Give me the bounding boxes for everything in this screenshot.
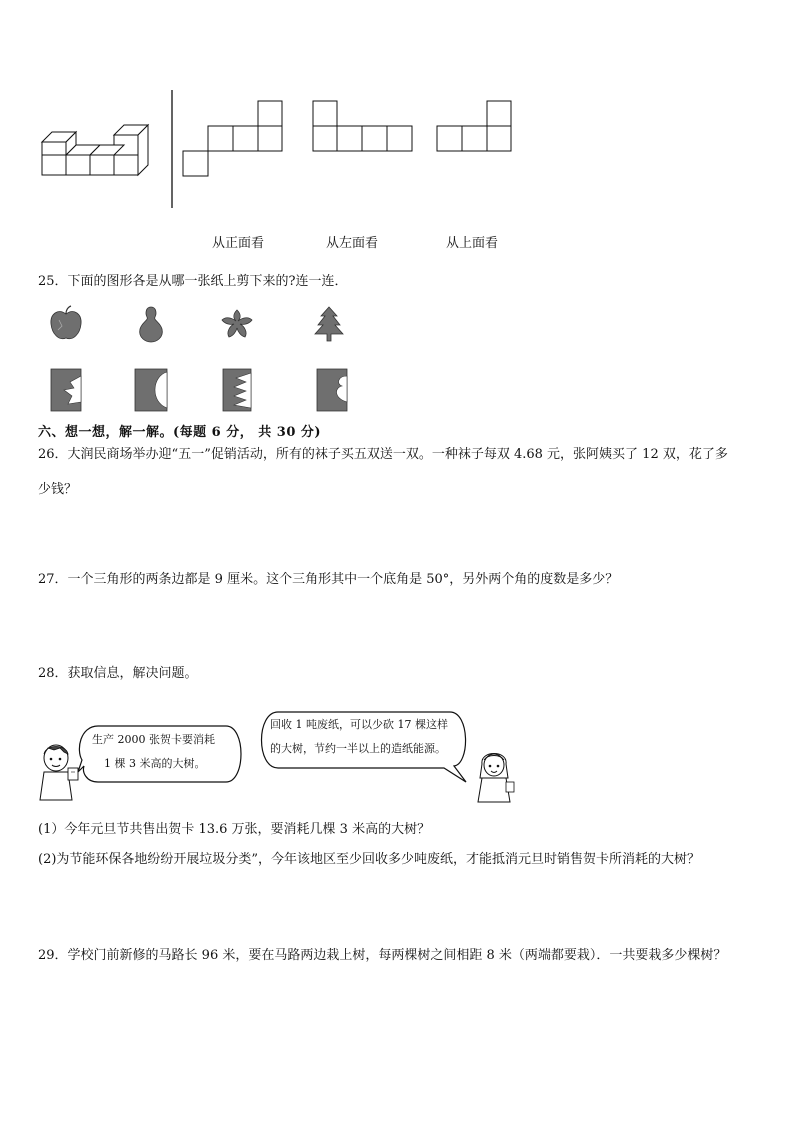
question-28: 28．获取信息，解决问题。 — [38, 666, 198, 681]
bubble-left-line2: 1 棵 3 米高的大树。 — [104, 757, 206, 770]
question-25: 25．下面的图形各是从哪一张纸上剪下来的?连一连． — [38, 274, 348, 289]
paper-with-bump-cut-icon — [316, 368, 348, 412]
question-26-line2: 少钱？ — [38, 482, 78, 497]
divider-line — [170, 90, 174, 210]
section-6-title: 六、想一想，解一解。(每题 6 分， 共 30 分) — [38, 425, 322, 440]
tree-icon — [314, 306, 344, 342]
paper-with-crescent-cut-icon — [134, 368, 168, 412]
question-28-sub1: (1）今年元旦节共售出贺卡 13.6 万张，要消耗几棵 3 米高的大树？ — [38, 822, 431, 837]
flower-icon — [220, 308, 254, 340]
girl-figure-icon — [474, 748, 520, 804]
bubble-right-line1: 回收 1 吨废纸，可以少砍 17 棵这样 — [270, 718, 448, 731]
top-view-grid — [436, 100, 516, 154]
question-28-sub2: (2)为节能环保各地纷纷开展垃圾分类”，今年该地区至少回收多少吨废纸，才能抵消元旦时销售贺卡所消耗的大树？ — [38, 852, 701, 867]
paper-with-star-cut-icon — [50, 368, 82, 412]
left-view-label: 从左面看 — [326, 236, 379, 251]
gourd-icon — [136, 305, 166, 343]
paper-with-tree-cut-icon — [222, 368, 252, 412]
question-29: 29．学校门前新修的马路长 96 米，要在马路两边栽上树，每两棵树之间相距 8 米（两端都要栽）．一共要栽多少棵树？ — [38, 948, 727, 963]
question-26-line1: 26．大润民商场举办迎“五一”促销活动，所有的袜子买五双送一双。一种袜子每双 4.68 元，张阿姨买了 12 双，花了多 — [38, 447, 728, 462]
apple-icon — [50, 306, 82, 342]
question-27: 27．一个三角形的两条边都是 9 厘米。这个三角形其中一个底角是 50°，另外两个角的度数是多少？ — [38, 572, 619, 587]
bubble-left-line1: 生产 2000 张贺卡要消耗 — [92, 733, 215, 746]
front-view-label: 从正面看 — [212, 236, 265, 251]
top-view-label: 从上面看 — [446, 236, 499, 251]
bubble-right-line2: 的大树，节约一半以上的造纸能源。 — [270, 742, 446, 755]
cube-solid-figure — [40, 120, 160, 180]
left-view-grid — [312, 100, 416, 154]
front-view-grid — [182, 100, 286, 178]
